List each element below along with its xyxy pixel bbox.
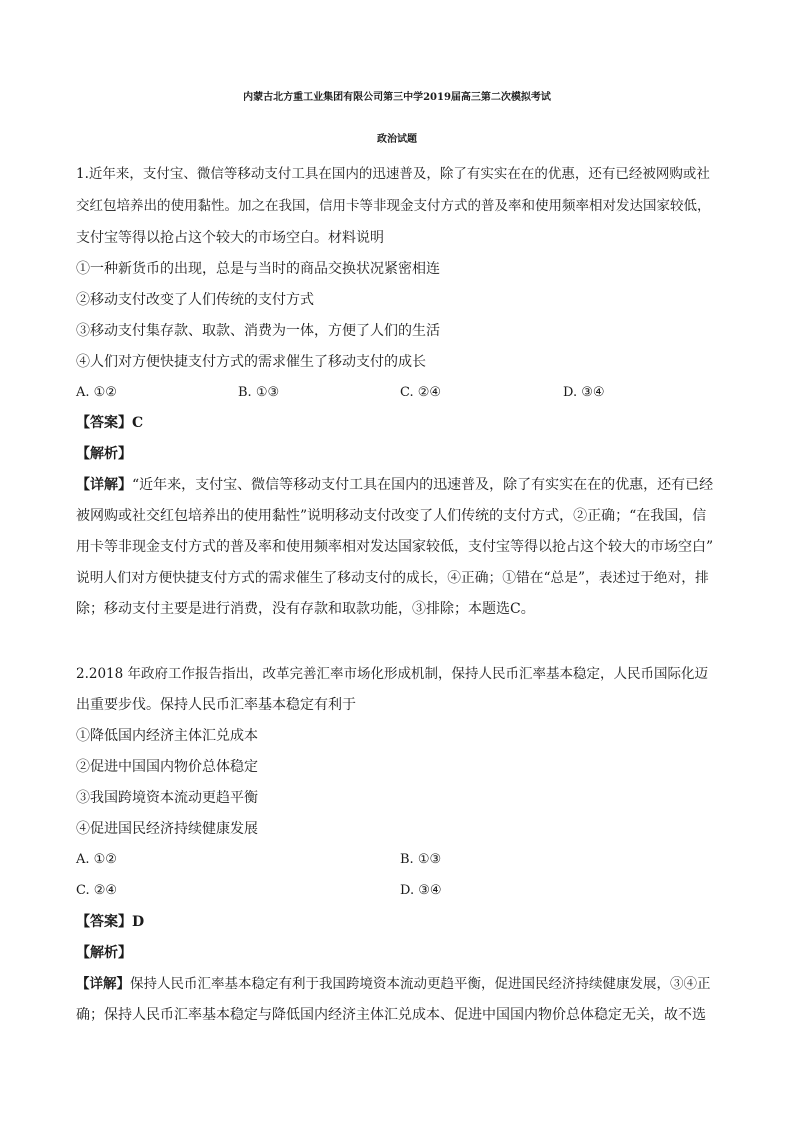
q2-option-d: D. ③④ — [400, 883, 442, 898]
q2-statement-2: ②促进中国国内物价总体稳定 — [76, 759, 258, 775]
q2-stem-line: 2.2018 年政府工作报告指出，改革完善汇率市场化形成机制，保持人民币汇率基本稳定，人民币国际化迈 — [76, 666, 709, 682]
q2-option-c: C. ②④ — [76, 883, 118, 898]
q1-detail-line: 用卡等非现金支付方式的普及率和使用频率相对发达国家较低，支付宝等得以抢占这个较大的市场空白” — [76, 539, 714, 555]
q1-detail-line: 说明人们对方便快捷支付方式的需求催生了移动支付的成长，④正确；①错在“总是”，表述过于绝对，排 — [76, 570, 709, 586]
q1-detail-line — [76, 475, 713, 495]
q1-statement-4: ④人们对方便快捷支付方式的需求催生了移动支付的成长 — [76, 354, 426, 370]
q1-stem-line: 交红包培养出的使用黏性。加之在我国，信用卡等非现金支付方式的普及率和使用频率相对发达国家较低， — [76, 198, 711, 214]
q1-detail-line: 被网购或社交红包培养出的使用黏性”说明移动支付改变了人们传统的支付方式，②正确；“在我国，信 — [76, 508, 707, 524]
q1-analysis-label: 【解析】 — [76, 446, 132, 462]
q1-statement-3: ③移动支付集存款、取款、消费为一体，方便了人们的生活 — [76, 323, 440, 339]
q2-detail-label: 【详解】 — [76, 976, 130, 992]
q1-answer-text: 【答案】C — [76, 415, 144, 431]
q1-stem-line: 1.近年来，支付宝、微信等移动支付工具在国内的迅速普及，除了有实实在在的优惠，还有已经被网购或社 — [76, 166, 710, 182]
q1-detail-text: “近年来，支付宝、微信等移动支付工具在国内的迅速普及，除了有实实在在的优惠，还有已经 — [132, 477, 714, 493]
q2-option-a: A. ①② — [76, 852, 117, 867]
q2-answer-text: 【答案】D — [76, 914, 145, 930]
q1-option-c: C. ②④ — [400, 385, 442, 400]
q2-stem-line: 出重要步伐。保持人民币汇率基本稳定有利于 — [76, 697, 356, 713]
exam-subtitle: 政治试题 — [377, 134, 417, 145]
q1-stem-line: 支付宝等得以抢占这个较大的市场空白。材料说明 — [76, 230, 384, 246]
q1-statement-1: ①一种新货币的出现，总是与当时的商品交换状况紧密相连 — [76, 261, 440, 277]
q1-detail-line: 除；移动支付主要是进行消费，没有存款和取款功能，③排除；本题选C。 — [76, 601, 535, 617]
q1-answer — [76, 413, 143, 433]
q1-option-d: D. ③④ — [563, 385, 605, 400]
q1-detail-label: 【详解】 — [76, 477, 132, 493]
q2-statement-3: ③我国跨境资本流动更趋平衡 — [76, 790, 258, 806]
q1-statement-2: ②移动支付改变了人们传统的支付方式 — [76, 292, 314, 308]
exam-title: 内蒙古北方重工业集团有限公司第三中学2019届高三第二次模拟考试 — [243, 92, 551, 103]
q1-option-b: B. ①③ — [238, 385, 280, 400]
q2-detail-line — [76, 974, 711, 994]
q2-answer — [76, 912, 144, 932]
q2-option-b: B. ①③ — [400, 852, 442, 867]
q2-statement-4: ④促进国民经济持续健康发展 — [76, 821, 258, 837]
q2-analysis-label: 【解析】 — [76, 945, 132, 961]
q2-detail-line: 确；保持人民币汇率基本稳定与降低国内经济主体汇兑成本、促进中国国内物价总体稳定无关，故不选 — [76, 1007, 706, 1023]
q2-detail-text: 保持人民币汇率基本稳定有利于我国跨境资本流动更趋平衡，促进国民经济持续健康发展，③④正 — [130, 976, 711, 992]
q1-option-a: A. ①② — [76, 385, 117, 400]
q2-statement-1: ①降低国内经济主体汇兑成本 — [76, 728, 258, 744]
